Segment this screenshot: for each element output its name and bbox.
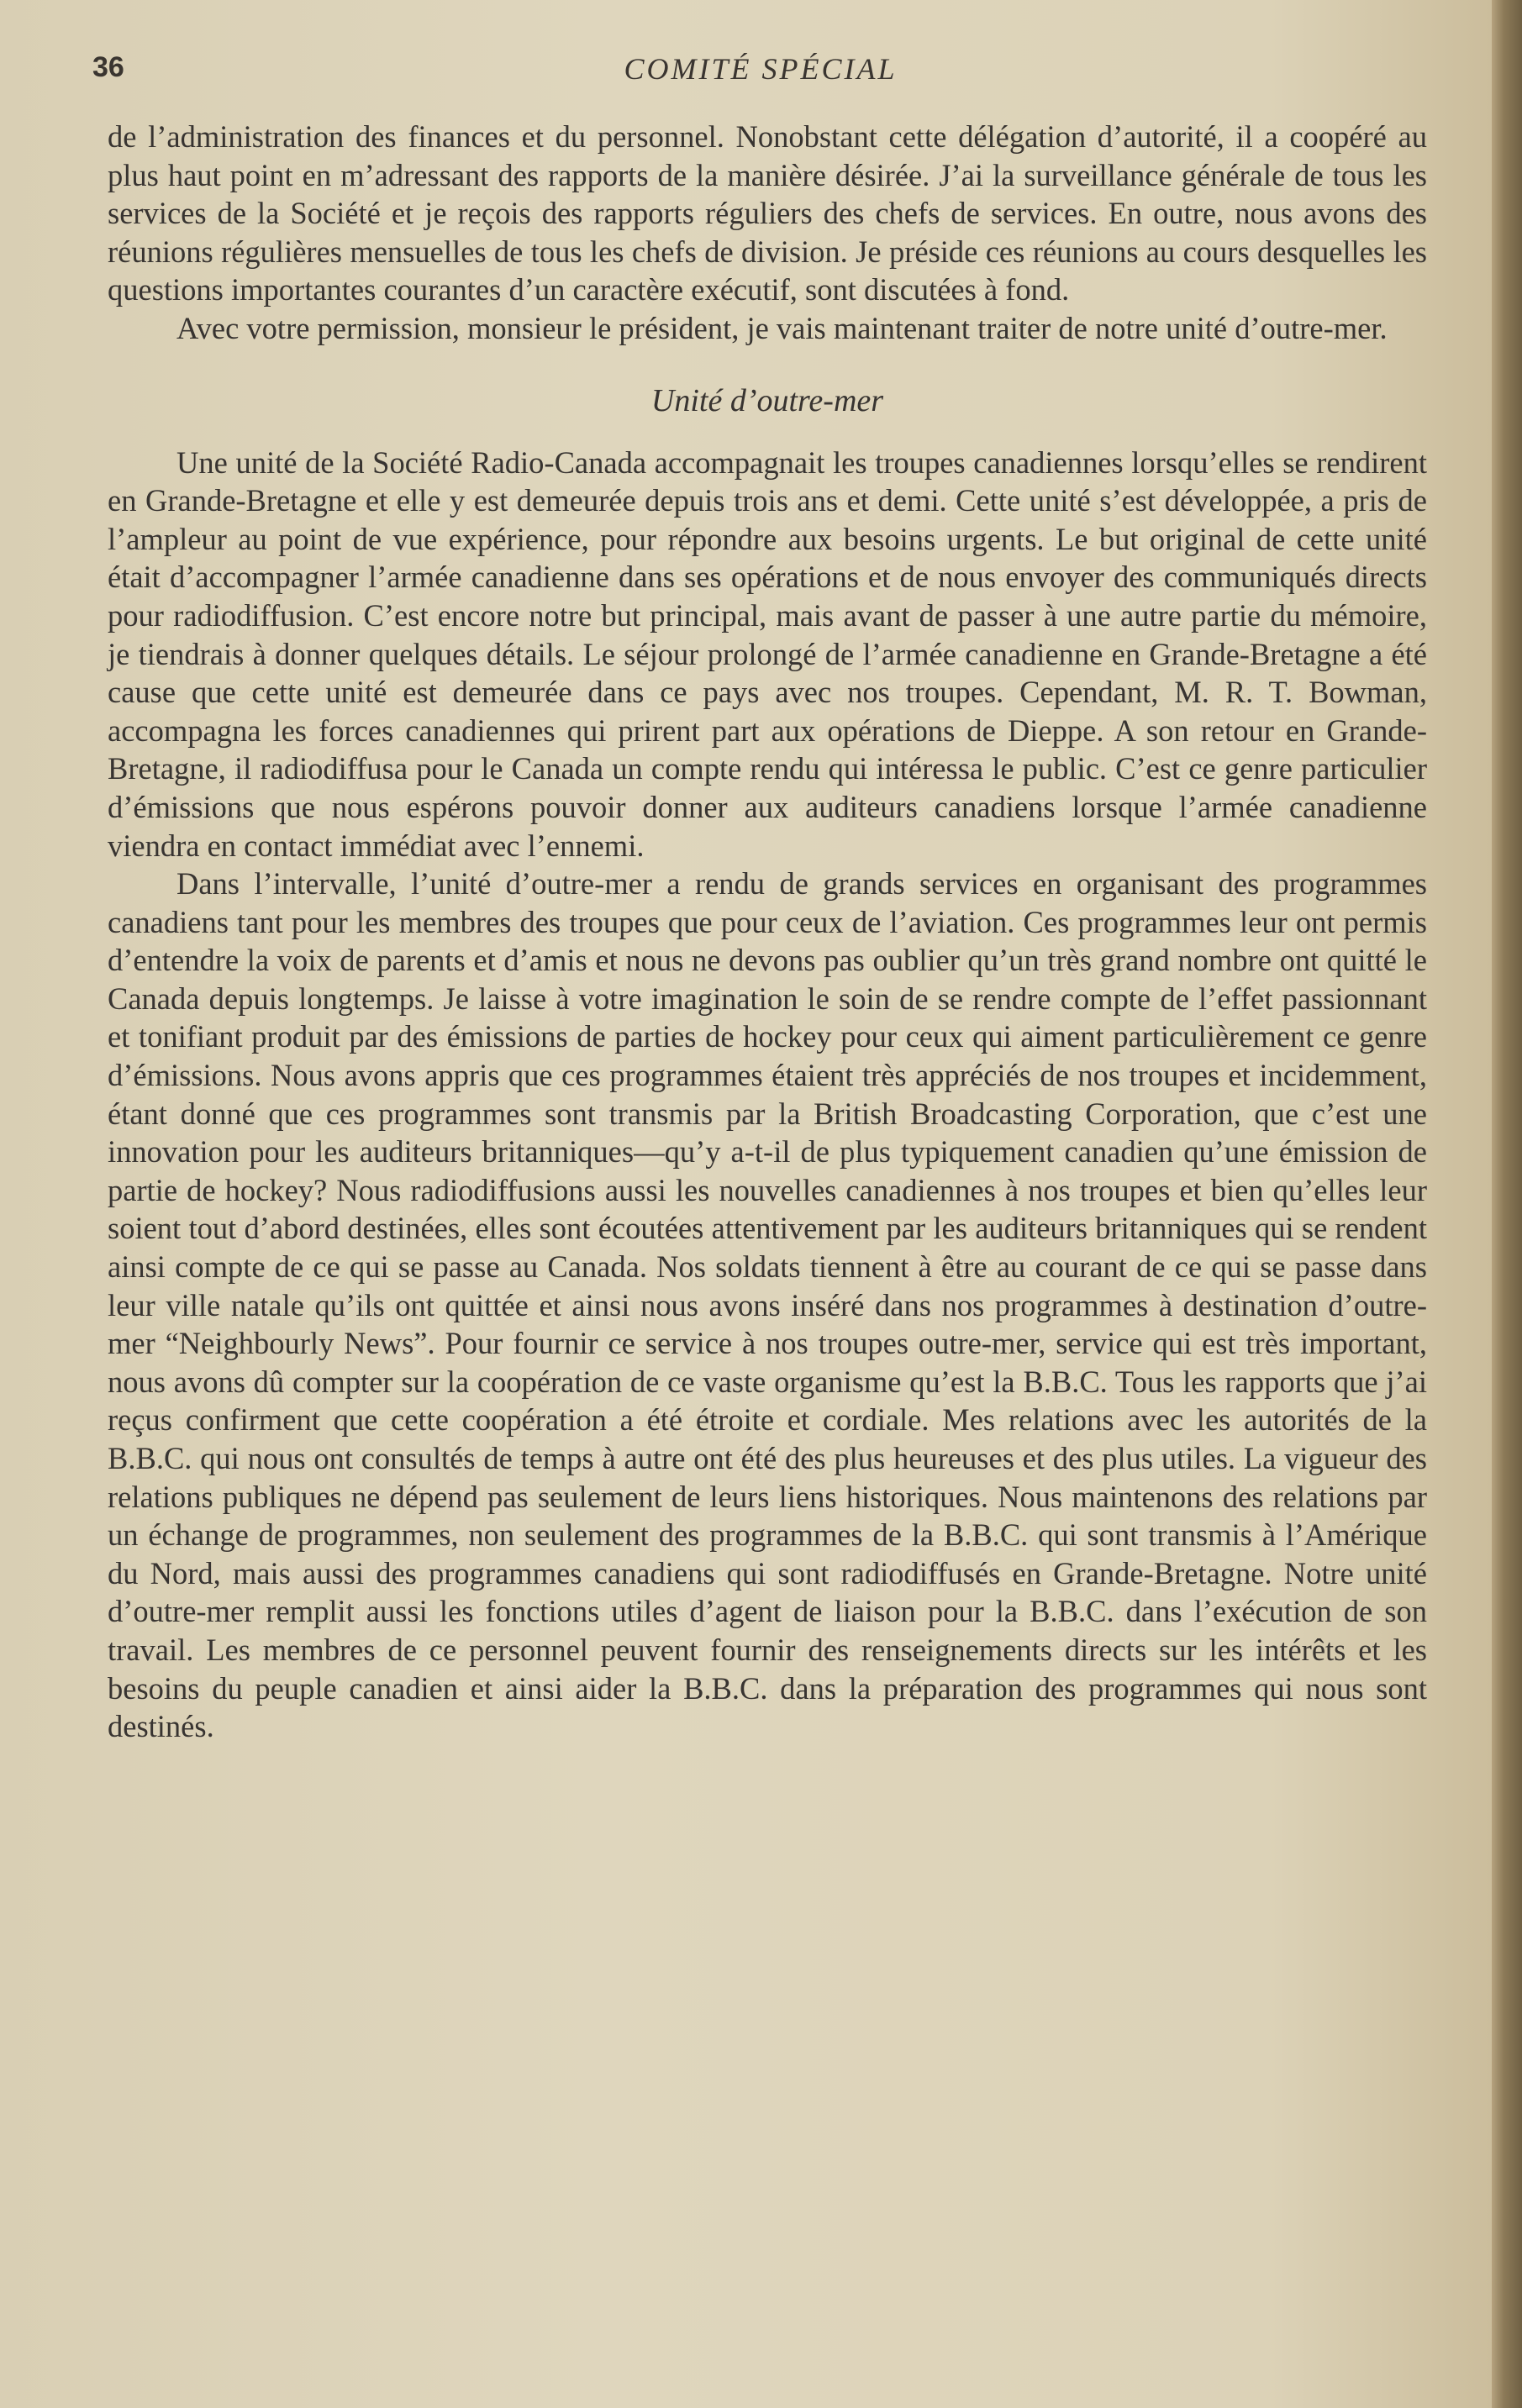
- section-title: Unité d’outre-mer: [650, 382, 884, 418]
- book-binding-edge: [1492, 0, 1522, 2408]
- page-number: 36: [92, 51, 124, 83]
- running-head: COMITÉ SPÉCIAL: [624, 52, 898, 86]
- paragraph: Avec votre permission, monsieur le président, je vais maintenant traiter de notre unité d’outre-mer.: [176, 310, 1388, 345]
- paragraph: Dans l’intervalle, l’unité d’outre-mer a rendu de grands services en organisant des programmes canadiens tant pour les membres des troupes que pour ceux de l’aviation. Ces programmes leur ont permis d’entendre la voix de parents et d’amis et nous ne devons pas oublier qu’un très grand nombre ont quitté le Canada depuis longtemps. Je laisse à votre imagination le soin de se rendre compte de l’effet passionnant et tonifiant produit par des émissions de parties de hockey pour ceux qui aiment particulièrement ce genre d’émissions. Nous avons appris que ces programmes étaient très appréciés de nos troupes et incidemment, étant donné que ces programmes sont transmis par la British Broadcasting Corporation, que c’est une innovation pour les auditeurs britanniques—qu’y a-t-il de plus typiquement canadien qu’une émission de partie de hockey? Nous radiodiffusions aussi les nouvelles canadiennes à nos troupes et bien qu’elles leur soient tout d’abord destinées, elles sont écoutées attentivement par les auditeurs britanniques qui se rendent ainsi compte de ce qui se passe au Canada. Nos soldats tiennent à être au courant de ce qui se passe dans leur ville natale qu’ils ont quittée et ainsi nous avons inséré dans nos programmes à destination d’outre-mer “Neighbourly News”. Pour fournir ce service à nos troupes outre-mer, service qui est très important, nous avons dû compter sur la coopération de ce vaste organisme qu’est la B.B.C. Tous les rapports que j’ai reçus confirment que cette coopération a été étroite et cordiale. Mes relations avec les autorités de la B.B.C. qui nous ont consultés de temps à autre ont été des plus heureuses et des plus utiles. La vigueur des relations publiques ne dépend pas seulement de leurs liens historiques. Nous maintenons des relations par un échange de programmes, non seulement des programmes de la B.B.C. qui sont transmis à l’Amérique du Nord, mais aussi des programmes canadiens qui sont radiodiffusés en Grande-Bretagne. Notre unité d’outre-mer remplit aussi les fonctions utiles d’agent de liaison pour la B.B.C. dans l’exécution de son travail. Les membres de ce personnel peuvent fournir des renseignements directs sur les intérêts et les besoins du peuple canadien et ainsi aider la B.B.C. dans la préparation des programmes qui nous sont destinés.: [108, 866, 1427, 1744]
- paragraph: Une unité de la Société Radio-Canada accompagnait les troupes canadiennes lorsqu’elles se rendirent en Grande-Bretagne et elle y est demeurée depuis trois ans et demi. Cette unité s’est développée, a pris de l’ampleur au point de vue expérience, pour répondre aux besoins urgents. Le but original de cette unité était d’accompagner l’armée canadienne dans ses opérations et de nous envoyer des communiqués directs pour radiodiffusion. C’est encore notre but principal, mais avant de passer à une autre partie du mémoire, je tiendrais à donner quelques détails. Le séjour prolongé de l’armée canadienne en Grande-Bretagne a été cause que cette unité est demeurée dans ce pays avec nos troupes. Cependant, M. R. T. Bowman, accompagna les forces canadiennes qui prirent part aux opérations de Dieppe. A son retour en Grande-Bretagne, il radiodiffusa pour le Canada un compte rendu qui intéressa le public. C’est ce genre particulier d’émissions que nous espérons pouvoir donner aux auditeurs canadiens lorsque l’armée canadienne viendra en contact immédiat avec l’ennemi.: [108, 444, 1427, 863]
- paragraph: de l’administration des finances et du personnel. Nonobstant cette délégation d’autorité, il a coopéré au plus haut point en m’adressant des rapports de la manière désirée. J’ai la surveillance générale de tous les services de la Société et je reçois des rapports réguliers des chefs de services. En outre, nous avons des réunions régulières mensuelles de tous les chefs de division. Je préside ces réunions au cours desquelles les questions importantes courantes d’un caractère exécutif, sont discutées à fond.: [108, 119, 1427, 308]
- body-text: [108, 118, 1427, 1746]
- page-header: [92, 46, 1429, 97]
